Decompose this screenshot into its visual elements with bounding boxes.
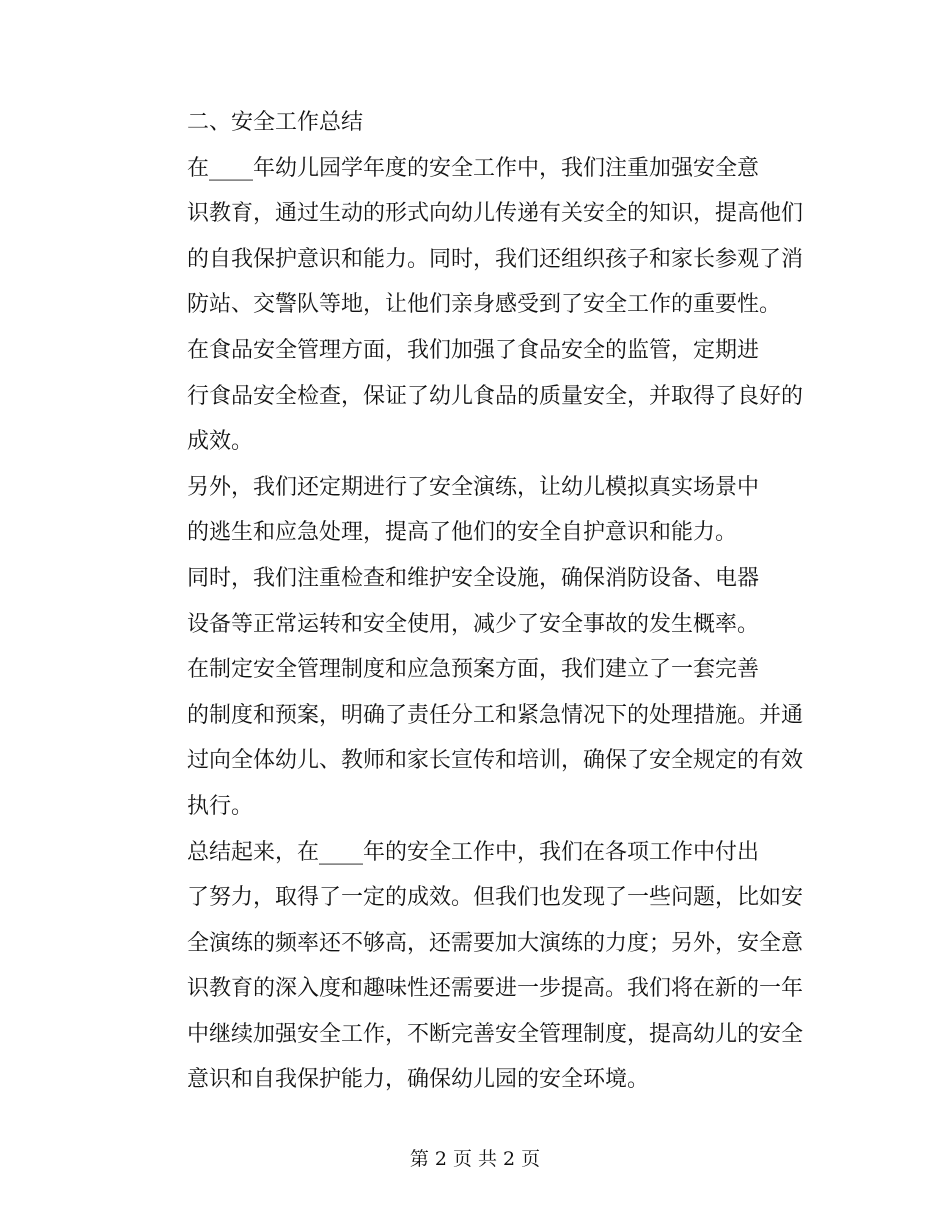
paragraph-line: 的制度和预案，明确了责任分工和紧急情况下的处理措施。并通 xyxy=(187,702,804,728)
paragraph-line: 过向全体幼儿、教师和家长宣传和培训，确保了安全规定的有效 xyxy=(187,748,804,774)
paragraph-line: 了努力，取得了一定的成效。但我们也发现了一些问题，比如安 xyxy=(187,885,804,911)
paragraph-line: 在____年幼儿园学年度的安全工作中，我们注重加强安全意 xyxy=(187,155,760,181)
paragraph-line: 同时，我们注重检查和维护安全设施，确保消防设备、电器 xyxy=(187,565,760,591)
paragraph-line: 意识和自我保护能力，确保幼儿园的安全环境。 xyxy=(187,1067,650,1093)
paragraph-safety-drills xyxy=(141,465,796,556)
paragraph-line: 中继续加强安全工作，不断完善安全管理制度，提高幼儿的安全 xyxy=(187,1021,804,1047)
paragraph-line: 在食品安全管理方面，我们加强了食品安全的监管，定期进 xyxy=(187,337,760,363)
paragraph-line: 防站、交警队等地，让他们亲身感受到了安全工作的重要性。 xyxy=(187,292,782,318)
paragraph-line: 识教育，通过生动的形式向幼儿传递有关安全的知识，提高他们 xyxy=(187,201,804,227)
page-number-footer: 第 2 页 共 2 页 xyxy=(409,1148,541,1170)
paragraph-line: 总结起来，在____年的安全工作中，我们在各项工作中付出 xyxy=(187,839,760,865)
paragraph-line: 设备等正常运转和安全使用，减少了安全事故的发生概率。 xyxy=(187,611,760,637)
paragraph-food-safety xyxy=(141,328,804,465)
paragraph-line: 识教育的深入度和趣味性还需要进一步提高。我们将在新的一年 xyxy=(187,976,804,1002)
paragraph-facility-maintenance xyxy=(141,556,796,647)
paragraph-line: 的逃生和应急处理，提高了他们的安全自护意识和能力。 xyxy=(187,520,738,546)
section-heading: 二、安全工作总结 xyxy=(187,110,364,135)
paragraph-line: 另外，我们还定期进行了安全演练，让幼儿模拟真实场景中 xyxy=(187,474,760,500)
paragraph-line: 执行。 xyxy=(187,793,254,819)
paragraph-line: 全演练的频率还不够高，还需要加大演练的力度；另外，安全意 xyxy=(187,930,804,956)
document-body xyxy=(141,100,804,1103)
paragraph-management-system xyxy=(141,647,804,829)
paragraph-line: 在制定安全管理制度和应急预案方面，我们建立了一套完善 xyxy=(187,657,760,683)
paragraph-conclusion xyxy=(141,830,804,1104)
paragraph-safety-education xyxy=(141,146,804,328)
paragraph-line: 成效。 xyxy=(187,429,254,455)
paragraph-line: 行食品安全检查，保证了幼儿食品的质量安全，并取得了良好的 xyxy=(187,383,804,409)
paragraph-line: 的自我保护意识和能力。同时，我们还组织孩子和家长参观了消 xyxy=(187,246,804,272)
